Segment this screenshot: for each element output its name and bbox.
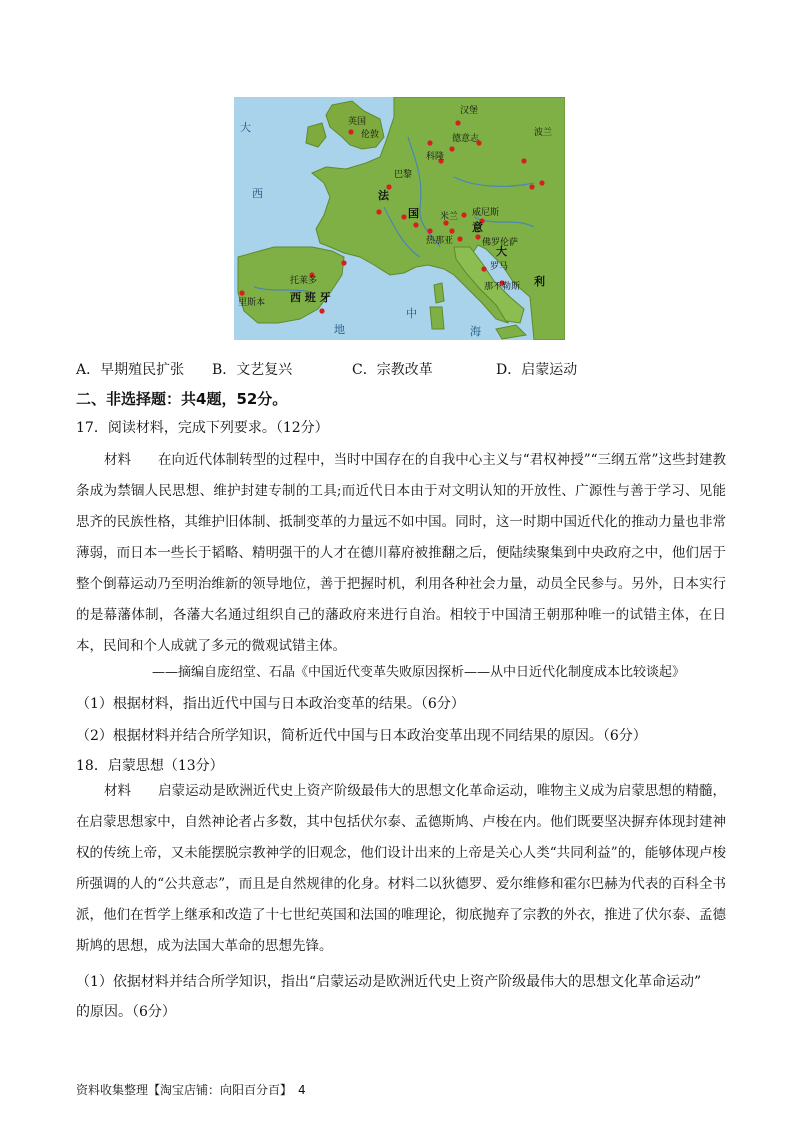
map-label-milan: 米兰 bbox=[440, 212, 459, 222]
map-label-rome: 罗马 bbox=[490, 262, 509, 272]
question-18-material-text: 材料 启蒙运动是欧洲近代史上资产阶级最伟大的思想文化革命运动，唯物主义成为启蒙思想的精髓，在启蒙思想家中，自然神论者占多数，其中包括伏尔泰、孟德斯鸠、卢梭在内。他们既要坚决摒弃体现封建神权的传统上帝，又未能摆脱宗教神学的旧观念，他们设计出来的上帝是关心人类“共同利益”的，能够体现卢梭所强调的人的“公共意志”，而且是自然规律的化身。材料二以狄德罗、爱尔维修和霍尔巴赫为代表的百科全书派，他们在哲学上继承和改造了十七世纪英国和法国的唯理论，彻底抛弃了宗教的外衣，推进了伏尔泰、孟德斯鸠的思想，成为法国大革命的思想先锋。 bbox=[76, 783, 726, 954]
map-label-london: 伦敦 bbox=[361, 130, 380, 140]
europe-map bbox=[234, 97, 565, 340]
map-label-naples: 那不勒斯 bbox=[484, 282, 521, 292]
map-label-italy-li: 利 bbox=[534, 275, 545, 288]
question-17-material-text: 材料 在向近代体制转型的过程中，当时中国存在的自我中心主义与“君权神授”“三纲五常”这些封建教条成为禁锢人民思想、维护封建专制的工具;而近代日本由于对文明认知的开放性、广源性与善于学习、见能思齐的民族性格，其维护旧体制、抵制变革的力量远不如中国。同时，这一时期中国近代化的推动力量也非常薄弱，而日本一些长于韬略、精明强干的人才在德川幕府被推翻之后，便陆续聚集到中央政府之中，他们居于整个倒幕运动乃至明治维新的领导地位，善于把握时机，利用各种社会力量，动员全民参与。另外，日本实行的是幕藩体制，各藩大名通过组织自己的藩政府来进行自治。相较于中国清王朝那种唯一的试错主体，在日本，民间和个人成就了多元的微观试错主体。 bbox=[76, 452, 726, 654]
question-18-sub1-line2: 的原因。（6分） bbox=[76, 1004, 176, 1020]
map-label-hamburg: 汉堡 bbox=[460, 106, 479, 116]
question-17-sub2: （2）根据材料并结合所学知识，简析近代中国与日本政治变革出现不同结果的原因。（6分） bbox=[76, 728, 647, 744]
map-label-spain: 西 班 牙 bbox=[290, 291, 331, 304]
map-label-lisbon: 里斯本 bbox=[238, 298, 266, 308]
question-17-title: 17．阅读材料，完成下列要求。（12分） bbox=[76, 420, 329, 436]
map-label-sea-da: 大 bbox=[240, 121, 251, 134]
question-18-material bbox=[76, 776, 726, 962]
question-18-title: 18．启蒙思想（13分） bbox=[76, 758, 224, 774]
map-label-sea-di: 地 bbox=[334, 323, 345, 336]
question-17-material bbox=[76, 445, 726, 662]
map-label-italy-yi: 意 bbox=[472, 221, 483, 234]
map-label-cologne: 科隆 bbox=[426, 152, 445, 162]
answer-options bbox=[76, 360, 736, 380]
option-d[interactable]: D．启蒙运动 bbox=[496, 362, 578, 378]
map-label-paris: 巴黎 bbox=[394, 170, 413, 180]
question-18-sub1-line1: （1）依据材料并结合所学知识，指出“启蒙运动是欧洲近代史上资产阶级最伟大的思想文化革命运动” bbox=[76, 974, 702, 990]
page-footer: 资料收集整理【淘宝店铺：向阳百分百】 4 bbox=[76, 1083, 306, 1097]
section-title: 二、非选择题：共4题，52分。 bbox=[76, 390, 288, 408]
option-c[interactable]: C．宗教改革 bbox=[352, 362, 433, 378]
map-label-sea-hai: 海 bbox=[470, 325, 481, 338]
map-label-france2: 国 bbox=[408, 207, 419, 220]
map-label-sea-zhong: 中 bbox=[406, 307, 417, 320]
map-label-venice: 威尼斯 bbox=[472, 208, 500, 218]
map-label-germany: 德意志 bbox=[452, 134, 480, 144]
map-label-florence: 佛罗伦萨 bbox=[482, 238, 519, 248]
europe-map-figure bbox=[234, 97, 565, 340]
question-17-source: ——摘编自庞绍堂、石晶《中国近代变革失败原因探析——从中日近代化制度成本比较谈起》 bbox=[152, 665, 686, 680]
option-b[interactable]: B．文艺复兴 bbox=[212, 362, 293, 378]
map-label-france: 法 bbox=[378, 189, 389, 202]
map-label-poland: 波兰 bbox=[534, 128, 553, 138]
map-label-uk: 英国 bbox=[348, 117, 367, 127]
map-label-sea-xi: 西 bbox=[252, 187, 263, 200]
map-label-italy-da: 大 bbox=[496, 245, 507, 258]
map-label-toledo: 托莱多 bbox=[290, 276, 318, 286]
question-17-sub1: （1）根据材料，指出近代中国与日本政治变革的结果。（6分） bbox=[76, 696, 465, 712]
map-label-genoa: 热那亚 bbox=[426, 236, 454, 246]
option-a[interactable]: A．早期殖民扩张 bbox=[76, 362, 185, 378]
